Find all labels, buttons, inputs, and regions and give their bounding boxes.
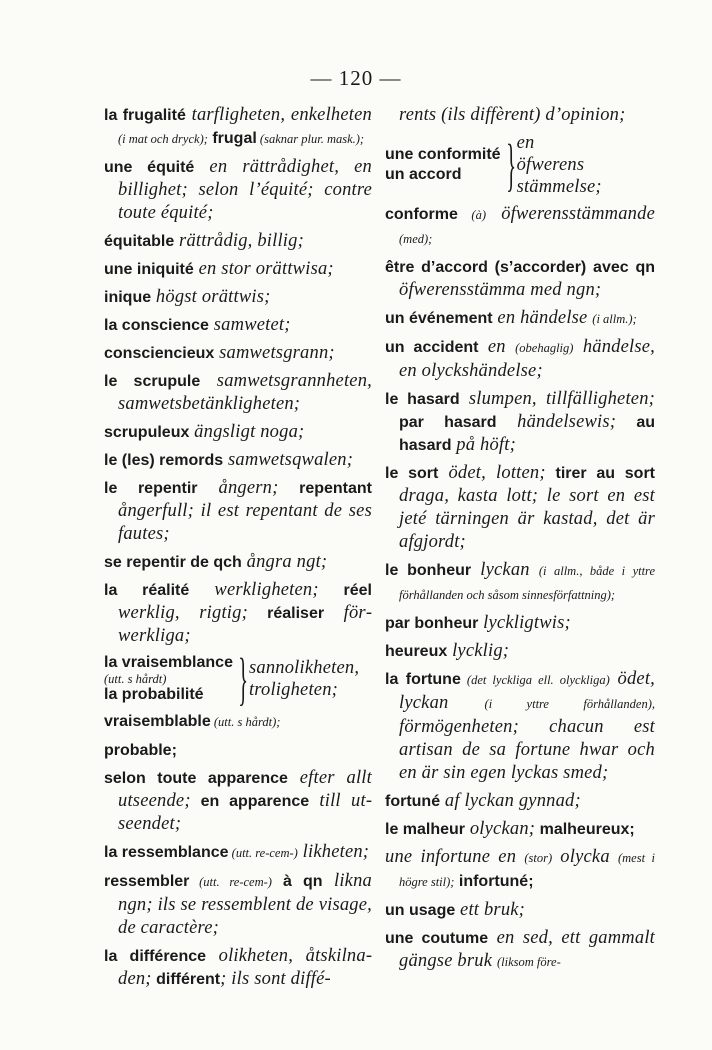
translation: werklig, rigtig;	[118, 603, 248, 623]
entry-probable	[104, 739, 372, 762]
translation: förwerkliga;	[118, 603, 372, 646]
entry-scrupule	[104, 370, 372, 416]
headword: une équité	[104, 159, 195, 176]
headword: réaliser	[247, 605, 325, 622]
usage-note: (i allm.);	[592, 312, 637, 326]
translation: en stor orättwisa;	[193, 259, 334, 279]
headword: scrupuleux	[104, 424, 190, 441]
translation: samwetsgrannheten, samwetsbetänkligheten;	[118, 371, 372, 414]
translation: rents (ils diffèrent) d’opinion;	[399, 105, 626, 125]
headword: un événement	[385, 310, 493, 327]
headword: une coutume	[385, 930, 489, 947]
usage-note: (obehaglig)	[515, 341, 574, 355]
entry-conformite-group	[385, 132, 655, 198]
entry-ressembler	[104, 870, 372, 940]
entry-equite	[104, 156, 372, 225]
entry-iniquite	[104, 258, 372, 281]
translation: tarfligheten, enkelheten	[185, 105, 372, 125]
right-column	[385, 104, 655, 979]
headword: par hasard	[399, 414, 497, 431]
headword: par bonheur	[385, 615, 479, 632]
headword: un accident	[385, 339, 479, 356]
translation: öfwerensstämma med ngn;	[399, 280, 602, 300]
entry-evenement	[385, 307, 655, 331]
entry-conforme	[385, 203, 655, 251]
translation: till utseendet;	[118, 791, 372, 834]
curly-brace: }	[238, 646, 248, 711]
entry-fortune	[385, 668, 655, 785]
translation: sannolikheten,	[248, 658, 360, 678]
entry-inique	[104, 286, 372, 309]
curly-brace: }	[505, 132, 516, 197]
entry-scrupuleux	[104, 421, 372, 444]
translation: förmögenheten; chacun est artisan de sa fortune hwar och en är sin egen lyckas smed;	[399, 717, 655, 783]
usage-note: (à)	[457, 208, 486, 222]
headword: le hasard	[385, 391, 460, 408]
headword: un accord	[385, 166, 462, 183]
entry-consciencieux	[104, 342, 372, 365]
entry-repentir	[104, 477, 372, 546]
usage-note: (i yttre förhållanden),	[484, 697, 655, 711]
translation: ångerfull; il est repentant de ses fautes;	[118, 501, 372, 544]
headword: la frugalité	[104, 107, 186, 124]
page-number: — 120 —	[310, 66, 402, 90]
translation: une infortune en	[385, 847, 525, 867]
entry-sort	[385, 462, 655, 554]
headword: un usage	[385, 902, 456, 919]
headword: le repentir	[104, 480, 198, 497]
headword: infortuné;	[454, 873, 534, 890]
entry-conscience	[104, 314, 372, 337]
entry-bonheur	[385, 559, 655, 607]
translation: samwetsqwalen;	[223, 450, 354, 470]
headword: le (les) remords	[104, 452, 224, 469]
usage-note: (utt. s hårdt);	[210, 715, 281, 729]
usage-note: (stor)	[524, 851, 553, 865]
headword: la réalité	[104, 582, 190, 599]
headword: malheureux;	[535, 821, 635, 838]
headword: une conformité	[385, 146, 501, 163]
usage-note: (saknar plur. mask.);	[256, 132, 365, 146]
translation: händelse, en olyckshändelse;	[399, 337, 656, 381]
translation: lycklig;	[447, 641, 510, 661]
usage-note: (utt. re-cem-)	[228, 846, 298, 860]
translation: likheten;	[297, 842, 370, 862]
headword: vraisemblable	[104, 713, 211, 730]
translation: lyckligtwis;	[478, 613, 571, 633]
entry-ressemblance	[104, 841, 372, 865]
headword: consciencieux	[104, 345, 215, 362]
translation: stämmelse;	[516, 177, 602, 197]
usage-note: (mest i högre stil);	[399, 851, 655, 889]
usage-note: (i allm., både i yttre förhållanden och såsom sinnesförfattning);	[399, 564, 656, 602]
translation: högst orättwis;	[151, 287, 271, 307]
entry-infortune	[385, 846, 655, 894]
headword: repentant	[278, 480, 373, 497]
translation: lyckan	[471, 560, 539, 580]
entry-se-repentir	[104, 551, 372, 574]
translation: ängsligt noga;	[189, 422, 305, 442]
left-column	[104, 104, 372, 996]
translation: en händelse	[492, 308, 593, 328]
brace-headwords	[104, 653, 233, 705]
translation: af lyckan gynnad;	[440, 791, 581, 811]
usage-note: (i mat och dryck);	[118, 132, 208, 146]
usage-note: (det lyckliga ell. olyckliga)	[460, 673, 610, 687]
translation: händelsewis;	[496, 412, 617, 432]
headword: frugal	[207, 130, 257, 147]
entry-par-bonheur	[385, 612, 655, 635]
entry-apparence	[104, 767, 372, 836]
brace-translations	[249, 657, 359, 701]
translation: ödet, lyckan	[399, 669, 656, 713]
translation: en sed, ett gammalt gängse bruk	[399, 928, 655, 971]
translation: olycka	[552, 847, 618, 867]
translation: öfwerensstämmande	[486, 204, 655, 224]
translation: en öfwerens	[516, 133, 585, 175]
headword: heureux	[385, 643, 448, 660]
entry-fortune-adj	[385, 790, 655, 813]
headword: être d’accord (s’accorder) avec qn	[385, 259, 655, 276]
entry-equitable	[104, 230, 372, 253]
headword: la fortune	[385, 671, 461, 688]
headword: ressembler	[104, 873, 190, 890]
translation: ödet, lotten;	[438, 463, 546, 483]
headword: inique	[104, 289, 152, 306]
headword: le bonheur	[385, 562, 472, 579]
translation: ; ils sont diffé-	[220, 969, 331, 989]
headword: la vraisemblance	[104, 654, 233, 671]
headword: la ressemblance	[104, 844, 229, 861]
headword: fortuné	[385, 793, 441, 810]
translation: på höft;	[451, 435, 516, 455]
usage-note: (liksom före-	[496, 955, 561, 969]
entry-continuation	[385, 104, 655, 127]
translation: samwetet;	[208, 315, 291, 335]
headword: la différence	[104, 948, 207, 965]
entry-hasard	[385, 388, 655, 457]
headword: la probabilité	[104, 686, 204, 703]
headword: au hasard	[399, 414, 656, 454]
translation: ångra ngt;	[241, 552, 328, 572]
headword: réel	[318, 582, 372, 599]
usage-note: (utt. re-cem-)	[189, 875, 272, 889]
entry-vraisemblance-group	[104, 646, 372, 711]
headword: tirer au sort	[545, 465, 656, 482]
brace-translations	[517, 132, 607, 198]
translation: troligheten;	[248, 680, 339, 700]
translation: likna ngn; ils se ressemblent de visage, de caractère;	[118, 871, 372, 938]
headword: probable;	[104, 742, 177, 759]
entry-accident	[385, 336, 655, 383]
entry-heureux	[385, 640, 655, 663]
headword: différent	[151, 971, 221, 988]
translation: rättrådig, billig;	[174, 231, 304, 251]
translation: slumpen, tillfälligheten;	[459, 389, 656, 409]
headword: le malheur	[385, 821, 466, 838]
headword: la conscience	[104, 317, 209, 334]
entry-vraisemblable	[104, 710, 372, 734]
translation: olyckan;	[465, 819, 536, 839]
translation: werkligheten;	[189, 580, 319, 600]
translation: en rättrådighet, en billighet; selon l’équité; contre toute équité;	[118, 157, 372, 223]
headword: en apparence	[190, 793, 310, 810]
entry-difference	[104, 945, 372, 991]
translation: draga, kasta lott; le sort en est jeté tärningen är kastad, det är afgjordt;	[399, 486, 655, 552]
translation: ångern;	[197, 478, 279, 498]
headword: une iniquité	[104, 261, 194, 278]
headword: selon toute apparence	[104, 770, 288, 787]
entry-realite	[104, 579, 372, 648]
entry-remords	[104, 449, 372, 472]
translation: efter allt utseende;	[118, 768, 372, 811]
usage-note: (med);	[399, 232, 433, 246]
headword: équitable	[104, 233, 175, 250]
headword: à qn	[271, 873, 323, 890]
headword: le scrupule	[104, 373, 201, 390]
headword: le sort	[385, 465, 439, 482]
translation: en	[478, 337, 516, 357]
headword: conforme	[385, 206, 458, 223]
entry-etre-daccord	[385, 256, 655, 302]
entry-usage	[385, 899, 655, 922]
entry-malheur	[385, 818, 655, 841]
headword: se repentir de qch	[104, 554, 242, 571]
entry-frugalite	[104, 104, 372, 151]
brace-headwords	[385, 145, 501, 185]
translation: samwetsgrann;	[214, 343, 335, 363]
entry-coutume	[385, 927, 655, 974]
translation: olikheten, åtskilnaden;	[118, 946, 372, 989]
translation: ett bruk;	[455, 900, 526, 920]
usage-note: (utt. s hårdt)	[104, 672, 167, 686]
